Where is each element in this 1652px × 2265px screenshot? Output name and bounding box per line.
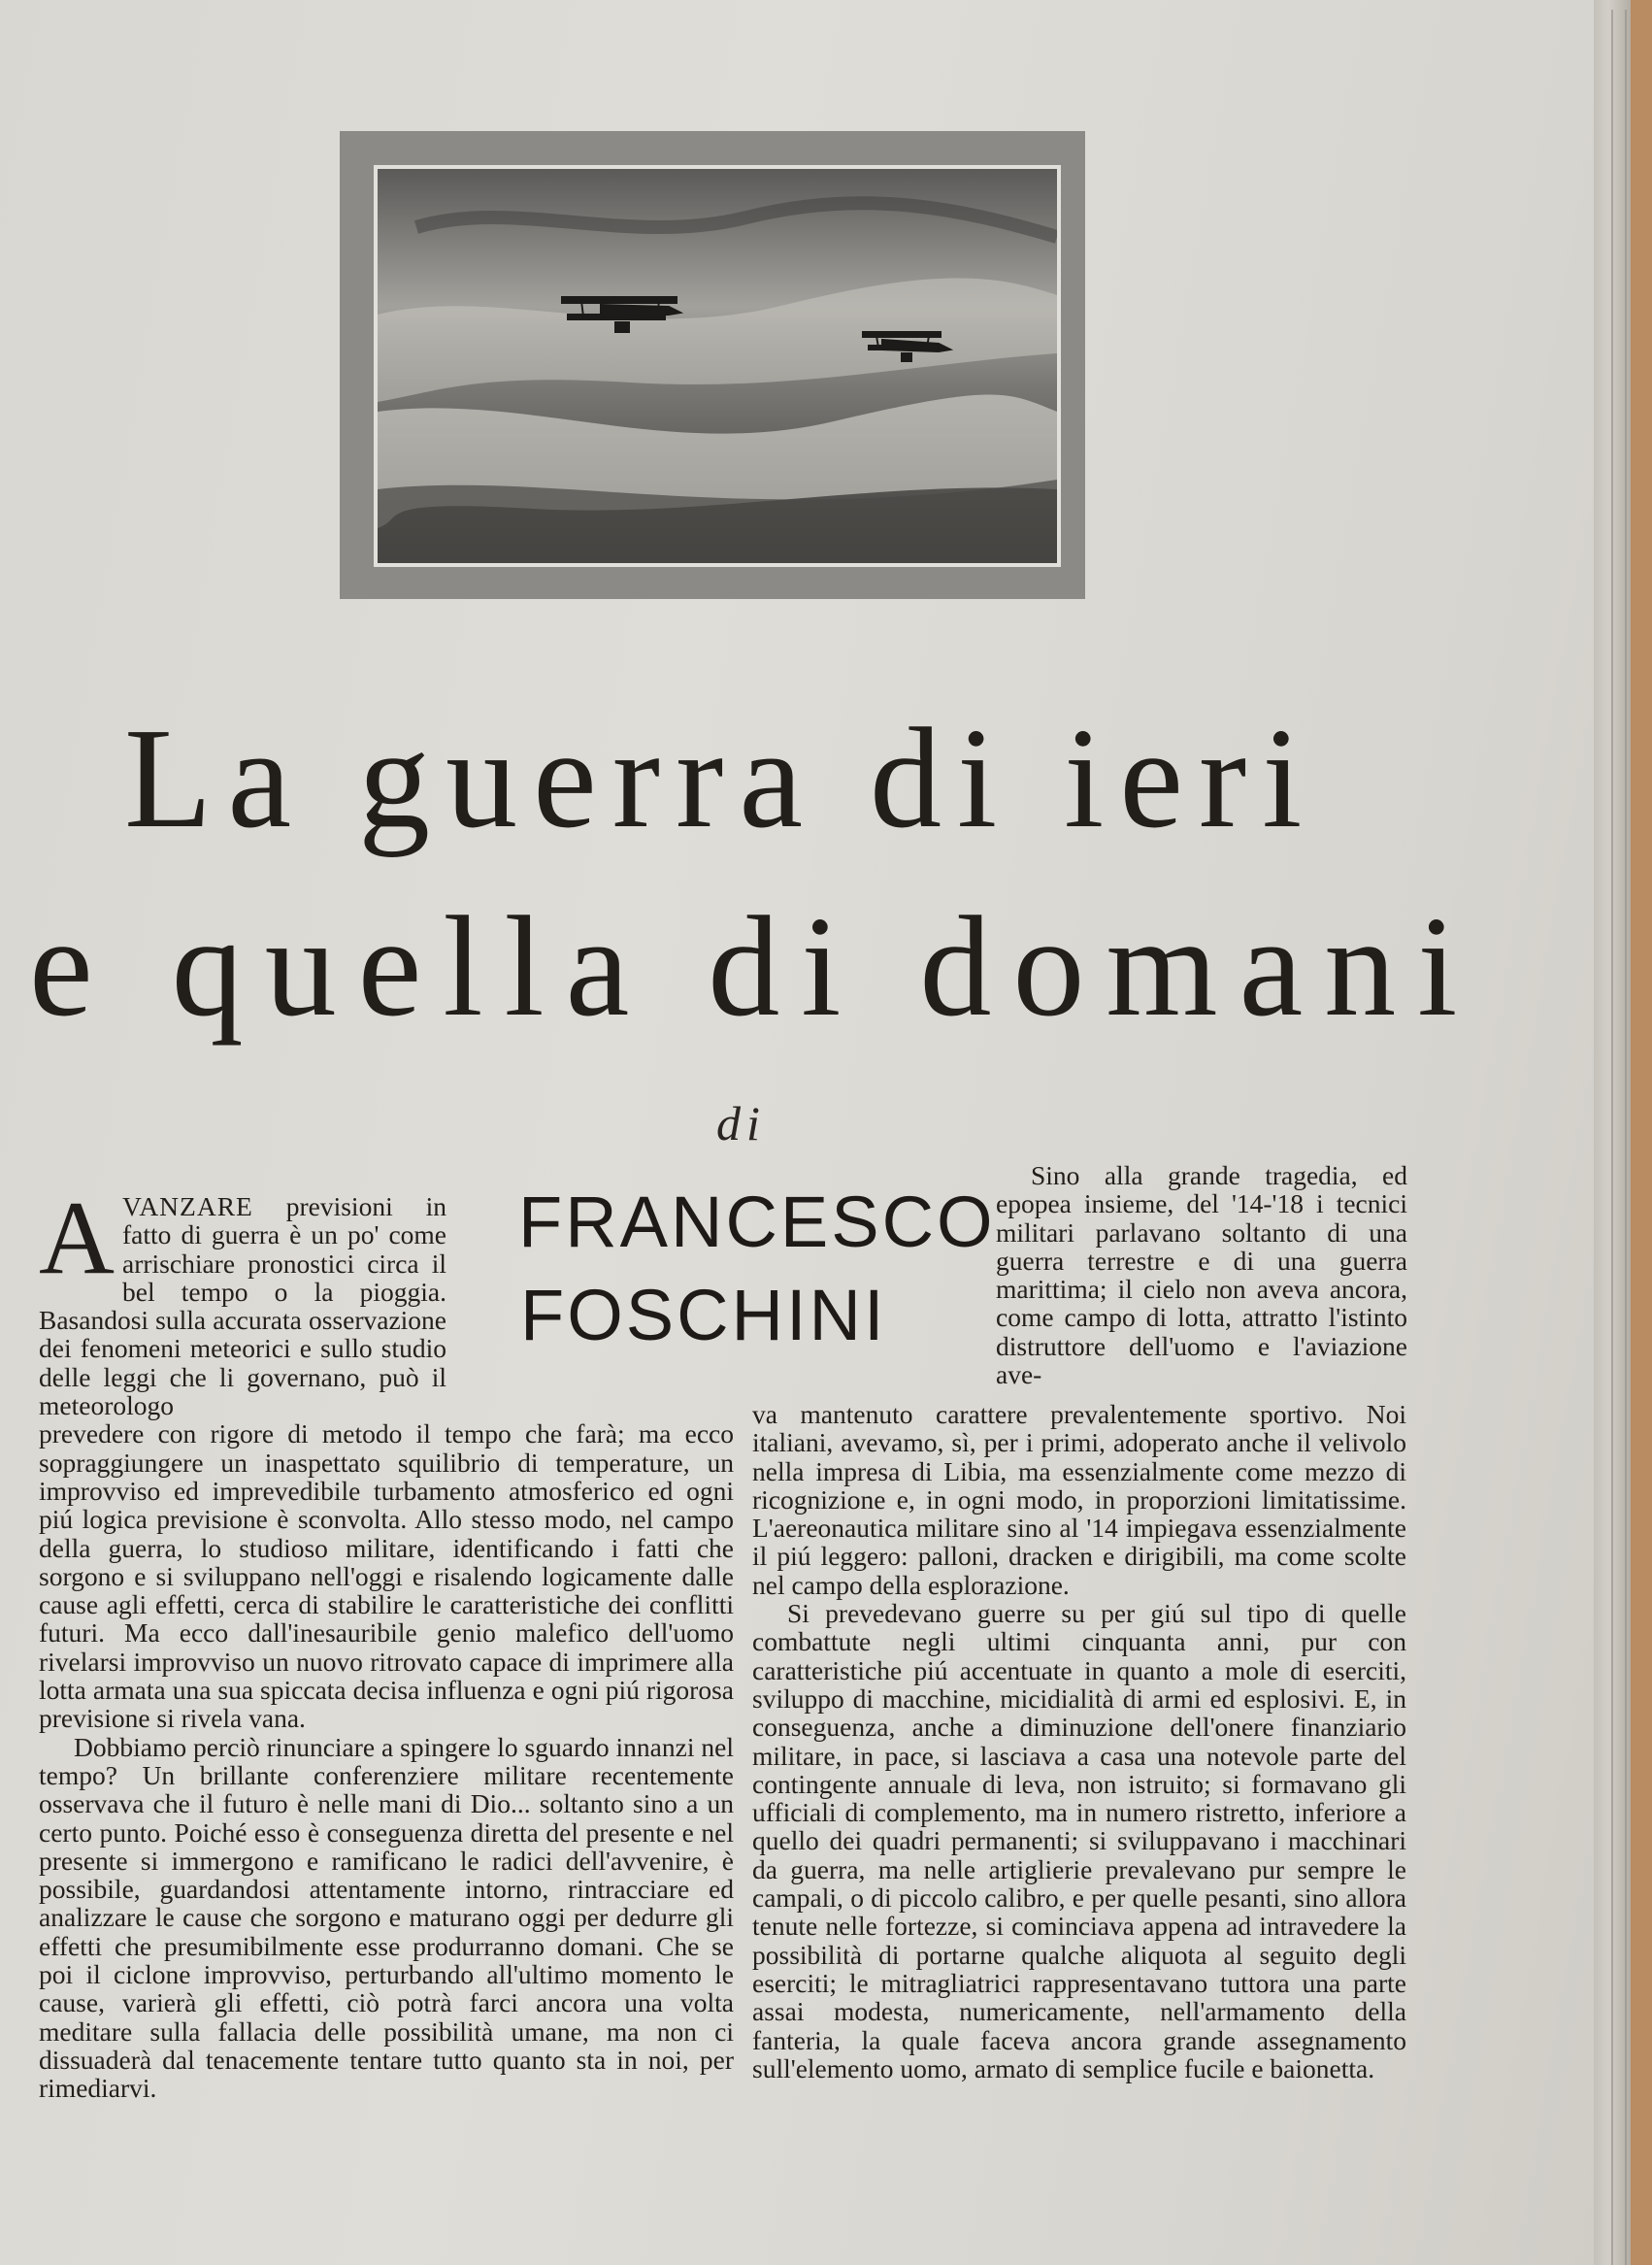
article-column-left (39, 1181, 734, 2104)
intro-text: previsioni in fatto di guerra è un po' come arrischiare pronostici circa il bel tempo o la pioggia. Basandosi sulla accurata osservazione dei fenomeni meteorici e sullo studio delle leggi che li governano, può il meteorologo (39, 1191, 446, 1421)
photo-frame (340, 131, 1085, 599)
article-paragraph: prevedere con rigore di metodo il tempo che farà; ma ecco sopraggiungere un inaspettato squilibrio di temperature, un improvviso ed imprevedibile turbamento atmosferico ed ogni piú logica previsione è sconvolta. Allo stesso modo, nel campo della guerra, lo studioso militare, identificando i fatti che sorgono e si sviluppano nell'oggi e risalendo logicamente dalle cause agli effetti, cerca di stabilire le caratteristiche dei conflitti futuri. Ma ecco dall'inesauribile genio malefico dell'uomo rivelarsi improvviso un nuovo ritrovato capace di imprimere alla lotta armata una sua spiccata decisa influenza e ogni piú rigorosa previsione si rivela vana. (39, 1418, 734, 1734)
article-title-line-1: La guerra di ieri (124, 699, 1318, 858)
author-first-name: FRANCESCO (518, 1182, 996, 1262)
article-intro-paragraph (39, 1181, 446, 1421)
article-column-right-intro (996, 1161, 1407, 1388)
first-word: VANZARE (122, 1191, 253, 1221)
biplanes-over-clouds-image (374, 165, 1061, 567)
author-last-name: FOSCHINI (520, 1275, 887, 1355)
photo-illustration (378, 169, 1057, 563)
byline-di: di (716, 1096, 766, 1150)
article-title-line-2: e quella di domani (29, 887, 1479, 1047)
article-paragraph: Dobbiamo perciò rinunciare a spingere lo sguardo innanzi nel tempo? Un brillante conferenziere militare recentemente osservava che il futuro è nelle mani di Dio... soltanto sino a un certo punto. Poiché esso è conseguenza diretta del presente e nel presente si immergono e ramificano le radici dell'avvenire, è possibile, guardandosi attentamente intorno, rintracciare ed analizzare le cause che sorgono e maturano oggi per dedurre gli effetti che presumibilmente esse produrranno domani. Che se poi il ciclone improvviso, perturbando all'ultimo momento le cause, varierà gli effetti, ciò potrà farci ancora una volta meditare sulla fallacia delle possibilità umane, ma non ci dissuaderà dal tenacemente tentare tutto quanto sta in noi, per rimediarvi. (39, 1731, 734, 2104)
article-paragraph: va mantenuto carattere prevalentemente sportivo. Noi italiani, avevamo, sì, per i primi, adoperato anche il velivolo nella impresa di Libia, ma essenzialmente come mezzo di ricognizione e, in ogni modo, in proporzioni limitatissime. L'aereonautica militare sino al '14 impiegava essenzialmente il piú leggero: palloni, dracken e dirigibili, ma come scolte nel campo della esplorazione. (752, 1399, 1406, 1600)
article-paragraph: Si prevedevano guerre su per giú sul tipo di quelle combattute negli ultimi cinquanta anni, pur con caratteristiche piú accentuate in quanto a mole di eserciti, sviluppo di macchine, micidialità di armi ed esplosivi. E, in conseguenza, anche a diminuzione dell'onere finanziario militare, in pace, si lasciava a casa una notevole parte del contingente annuale di leva, non istruito; si formavano gli ufficiali di complemento, ma in numero ristretto, inferiore a quello dei quadri permanenti; si sviluppavano i macchinari da guerra, ma nelle artiglierie prevalevano pur sempre le campali, o di piccolo calibro, e per quelle pesanti, sino allora tenute nelle fortezze, si cominciava appena ad intravedere la possibilità di portarne qualche aliquota al seguito degli eserciti; le mitragliatrici rappresentavano tuttora una parte assai modesta, numericamente, nell'armamento della fanteria, la quale faceva ancora grande assegnamento sull'elemento uomo, armato di semplice fucile e baionetta. (752, 1598, 1406, 2083)
drop-cap: A (39, 1181, 115, 1296)
article-paragraph: Sino alla grande tragedia, ed epopea insieme, del '14-'18 i tecnici militari parlavano soltanto di una guerra terrestre e di una guerra marittima; il cielo non aveva ancora, come campo di lotta, attratto l'istinto distruttore dell'uomo e l'aviazione ave- (996, 1160, 1407, 1390)
page-edge-line (1611, 10, 1627, 2265)
article-column-right (752, 1400, 1406, 2082)
